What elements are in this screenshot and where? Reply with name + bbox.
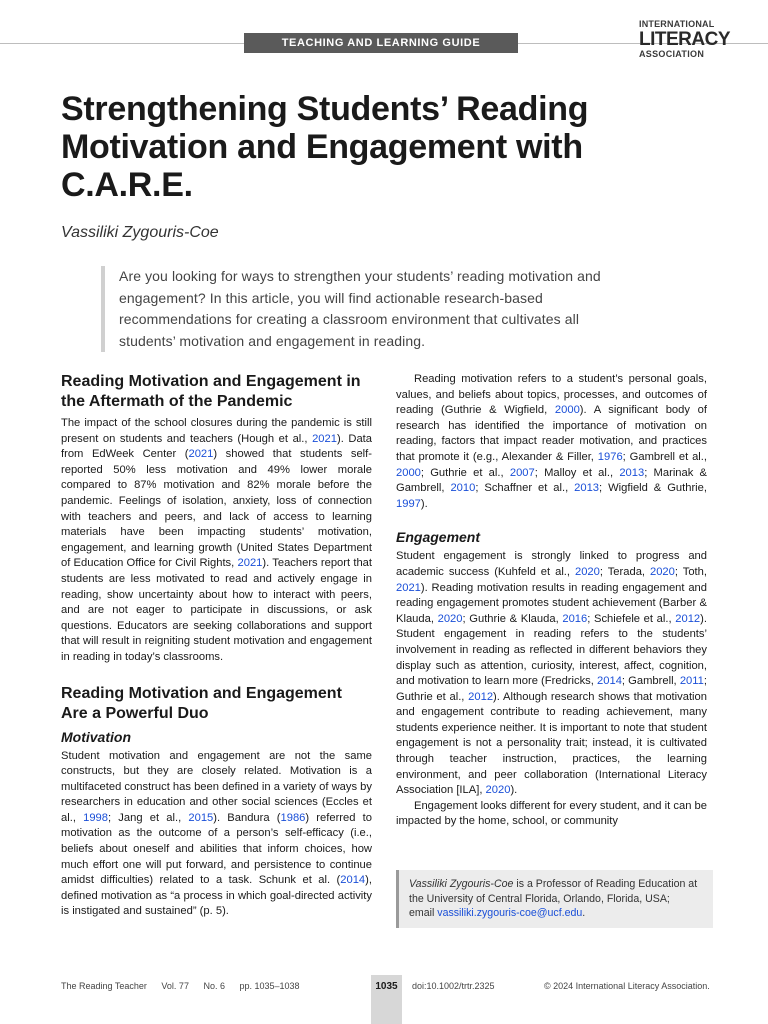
- author-bio-box: Vassiliki Zygouris-Coe is a Professor of Reading Education at the University of Central Florida, Orlando, Florida, USA; email vassiliki.zygouris-coe@ucf.edu.: [396, 870, 713, 928]
- footer-number: No. 6: [203, 981, 225, 991]
- left-column: [61, 372, 372, 920]
- paragraph-pandemic: The impact of the school closures during the pandemic is still present on students and teachers (Hough et al., 2021). Data from EdWeek Center (2021) showed that students self-reported 50% less motivation and 49% lower morale compared to 87% motivation and 82% morale before the pandemic. Feelings of isolation, anxiety, loss of connection with teachers and peers, and lack of access to learning materials have been impacting students’ motivation, engagement, and learning growth (United States Department of Education Office for Civil Rights, 2021). Teachers report that students are less motivated to read and actively engage in reading, show uncertainty about how to interact with peers, and are not eager to participate in discussions, or ask questions. Educators are seeking collaborations and support that will result in reigniting student motivation and engagement in reading in today’s classrooms.: [61, 417, 372, 663]
- citation-link[interactable]: 2020: [649, 565, 675, 578]
- citation-link[interactable]: 2020: [437, 612, 463, 625]
- section-banner: TEACHING AND LEARNING GUIDE: [244, 33, 518, 53]
- citation-link[interactable]: 2020: [574, 565, 600, 578]
- paragraph-engagement: Student engagement is strongly linked to progress and academic success (Kuhfeld et al., 2020; Terada, 2020; Toth, 2021). Reading motivation results in reading engagement and reading engagement promotes student achievement (Barber & Klauda, 2020; Guthrie & Klauda, 2016; Schiefele et al., 2012). Student engagement in reading refers to the students’ involvement in reading as reflected in different behaviors they display such as attention, curiosity, interest, affect, cognition, and motivation to learn more (Fredricks, 2014; Gambrell, 2011; Guthrie et al., 2012). Although research shows that motivation and engagement contribute to reading achievement, many students experience neither. It is important to note that student engagement is not a personality trait; instead, it is cultivated through teacher instruction, practices, the learning environment, and peer collaboration (International Literacy Association [ILA], 2020).: [396, 550, 707, 797]
- bio-author-name: Vassiliki Zygouris-Coe: [409, 878, 514, 890]
- citation-link[interactable]: 2011: [679, 675, 704, 688]
- subheading-engagement: Engagement: [396, 529, 481, 546]
- citation-link[interactable]: 1976: [597, 450, 623, 463]
- footer-copyright: © 2024 International Literacy Association.: [544, 981, 710, 991]
- footer-journal: The Reading Teacher: [61, 981, 147, 991]
- citation-link[interactable]: 2013: [574, 482, 600, 495]
- citation-link[interactable]: 2012: [675, 612, 701, 625]
- logo-line-1: INTERNATIONAL: [639, 19, 715, 29]
- ila-logo: [639, 19, 730, 59]
- citation-link[interactable]: 2014: [340, 874, 366, 887]
- section-heading-duo: Reading Motivation and Engagement Are a Powerful Duo: [61, 684, 342, 722]
- subheading-motivation: Motivation: [61, 728, 131, 745]
- citation-link[interactable]: 2020: [485, 784, 511, 797]
- citation-link[interactable]: 2016: [562, 612, 588, 625]
- section-heading-pandemic: Reading Motivation and Engagement in the Aftermath of the Pandemic: [61, 373, 361, 410]
- citation-link[interactable]: 2012: [468, 690, 494, 703]
- citation-link[interactable]: 2021: [188, 448, 214, 461]
- article-title: Strengthening Students’ Reading Motivation and Engagement with C.A.R.E.: [61, 90, 589, 204]
- citation-link[interactable]: 2007: [509, 466, 535, 479]
- right-column: [396, 372, 707, 830]
- citation-link[interactable]: 2021: [312, 432, 337, 445]
- citation-link[interactable]: 2000: [396, 466, 421, 479]
- footer-citation: [61, 981, 312, 991]
- citation-link[interactable]: 2010: [450, 482, 476, 495]
- citation-link[interactable]: 2000: [554, 404, 580, 417]
- paragraph-reading-motivation: Reading motivation refers to a student’s personal goals, values, and beliefs about topics, processes, and outcomes of reading (Guthrie & Wigfield, 2000). A significant body of research has identified the importance of motivation on reading, factors that impact reader motivation, and practices that promote it (e.g., Alexander & Filler, 1976; Gambrell et al., 2000; Guthrie et al., 2007; Malloy et al., 2013; Marinak & Gambrell, 2010; Schaffner et al., 2013; Wigfield & Guthrie, 1997).: [396, 373, 708, 510]
- citation-link[interactable]: 2015: [188, 811, 214, 824]
- citation-link[interactable]: 1998: [83, 811, 108, 824]
- citation-link[interactable]: 2013: [619, 466, 645, 479]
- footer-pages: pp. 1035–1038: [239, 981, 300, 991]
- logo-line-3: ASSOCIATION: [639, 49, 705, 59]
- citation-link[interactable]: 1986: [280, 811, 306, 824]
- footer-doi: doi:10.1002/trtr.2325: [412, 981, 495, 991]
- citation-link[interactable]: 1997: [396, 497, 421, 510]
- page-number: 1035: [375, 981, 398, 992]
- paragraph-motivation: Student motivation and engagement are not the same constructs, but they are closely related. Motivation is a multifaceted construct has been defined in a variety of ways by researchers in education and other social sciences (Eccles et al., 1998; Jang et al., 2015). Bandura (1986) referred to motivation as the outcome of a person’s self-efficacy (i.e., beliefs about oneself and abilities that inform choices, how much effort one will put forward, and persistence to continue amidst difficulties) related to a task. Schunk et al. (2014), defined motivation as “a process in which goal-directed activity is instigated and sustained” (p. 5).: [61, 749, 372, 918]
- paragraph-engagement-looks-different: Engagement looks different for every student, and it can be impacted by the home, school, or community: [396, 799, 707, 828]
- citation-link[interactable]: 2021: [237, 557, 263, 570]
- footer-volume: Vol. 77: [161, 981, 189, 991]
- citation-link[interactable]: 2021: [396, 581, 421, 594]
- logo-line-2: LITERACY: [639, 29, 730, 50]
- article-abstract: Are you looking for ways to strengthen your students’ reading motivation and engagement? In this article, you will find actionable research-based recommendations for creating a classroom environment that cultivates all students’ motivation and engagement in reading.: [101, 266, 639, 352]
- citation-link[interactable]: 2014: [597, 675, 622, 688]
- article-author: Vassiliki Zygouris-Coe: [61, 224, 219, 241]
- author-email-link[interactable]: vassiliki.zygouris-coe@ucf.edu: [437, 907, 583, 919]
